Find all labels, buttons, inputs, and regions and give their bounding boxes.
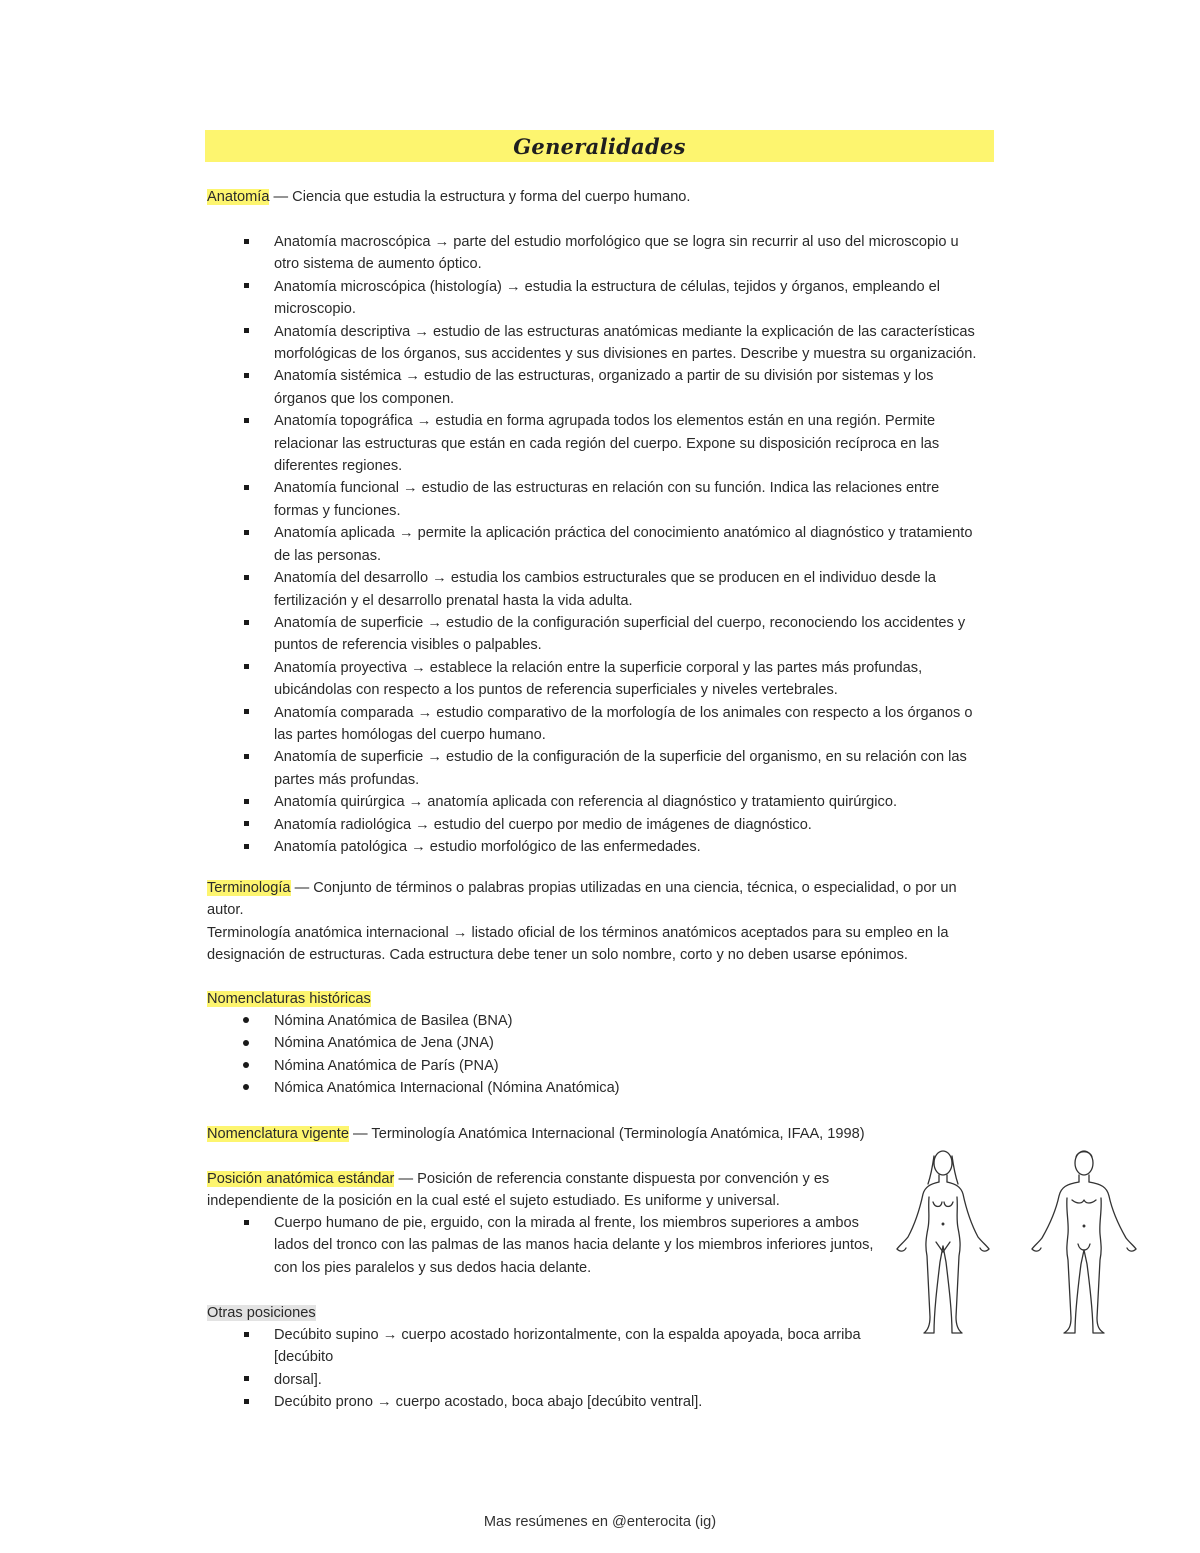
square-bullet-icon xyxy=(241,746,251,768)
list-item: Anatomía microscópica (histología) → estudia la estructura de células, tejidos y órganos, empleando el microscopio. xyxy=(207,276,982,321)
square-bullet-icon xyxy=(241,410,251,432)
list-item: Anatomía radiológica → estudio del cuerpo por medio de imágenes de diagnóstico. xyxy=(207,814,982,836)
square-bullet-icon xyxy=(241,231,251,253)
terminologia-international: Terminología anatómica internacional → listado oficial de los términos anatómicos aceptados para su empleo en la designación de estructuras. Cada estructura debe tener un solo nombre, corto y no deben usarse epónimos. xyxy=(207,924,949,964)
square-bullet-icon xyxy=(241,276,251,298)
square-bullet-icon xyxy=(241,1369,251,1391)
list-item: Anatomía aplicada → permite la aplicación práctica del conocimiento anatómico al diagnóstico y tratamiento de las personas. xyxy=(207,522,982,567)
anatomy-types-list xyxy=(207,231,982,858)
female-figure-icon xyxy=(897,1151,989,1333)
list-item: Anatomía funcional → estudio de las estructuras en relación con su función. Indica las relaciones entre formas y funciones. xyxy=(207,477,982,522)
list-item: Decúbito supino → cuerpo acostado horizontalmente, con la espalda apoyada, boca arriba [decúbito xyxy=(207,1324,884,1369)
list-item: Anatomía macroscópica → parte del estudio morfológico que se logra sin recurrir al uso del microscopio u otro sistema de aumento óptico. xyxy=(207,231,982,276)
vigente-text: — Terminología Anatómica Internacional (Terminología Anatómica, IFAA, 1998) xyxy=(348,1126,865,1142)
posicion-definition xyxy=(207,1168,847,1213)
terminologia-section xyxy=(207,877,977,967)
list-item: Anatomía comparada → estudio comparativo de la morfología de los animales con respecto a los órganos o las partes homólogas del cuerpo humano. xyxy=(207,702,982,747)
square-bullet-icon xyxy=(241,567,251,589)
nomenclaturas-heading-row xyxy=(207,988,987,1010)
list-item: Nómina Anatómica de Jena (JNA) xyxy=(207,1032,982,1054)
otras-heading-row xyxy=(207,1302,987,1324)
vigente-term: Nomenclatura vigente xyxy=(207,1126,349,1142)
list-item: Decúbito prono → cuerpo acostado, boca abajo [decúbito ventral]. xyxy=(207,1391,884,1413)
nomenclaturas-heading: Nomenclaturas históricas xyxy=(207,991,371,1007)
vigente-definition xyxy=(207,1123,987,1145)
square-bullet-icon xyxy=(241,836,251,858)
title-banner xyxy=(205,130,994,162)
round-bullet-icon xyxy=(241,1055,251,1077)
list-item: Nómina Anatómica de Basilea (BNA) xyxy=(207,1010,982,1032)
terminologia-definition xyxy=(207,877,977,922)
posicion-list xyxy=(207,1212,884,1279)
otras-list xyxy=(207,1324,884,1414)
anatomia-term: Anatomía xyxy=(207,189,270,205)
square-bullet-icon xyxy=(241,321,251,343)
square-bullet-icon xyxy=(241,657,251,679)
square-bullet-icon xyxy=(241,522,251,544)
square-bullet-icon xyxy=(241,365,251,387)
footer-credit: Mas resúmenes en @enterocita (ig) xyxy=(483,1514,717,1530)
posicion-text: — Posición de referencia constante dispuesta por convención y es independiente de la posición en la cual esté el sujeto estudiado. Es uniforme y universal. xyxy=(207,1171,830,1210)
otras-heading: Otras posiciones xyxy=(207,1305,316,1321)
square-bullet-icon xyxy=(241,702,251,724)
list-item: Anatomía patológica → estudio morfológico de las enfermedades. xyxy=(207,836,982,858)
round-bullet-icon xyxy=(241,1010,251,1032)
list-item: Anatomía topográfica → estudia en forma agrupada todos los elementos están en una región. Permite relacionar las estructuras que están en cada región del cuerpo. Expone su disposición recíproca en las diferentes regiones. xyxy=(207,410,982,477)
terminologia-text: — Conjunto de términos o palabras propias utilizadas en una ciencia, técnica, o especialidad, o por un autor. xyxy=(207,880,957,919)
round-bullet-icon xyxy=(241,1077,251,1099)
anatomia-text: — Ciencia que estudia la estructura y forma del cuerpo humano. xyxy=(269,189,691,205)
nomenclaturas-list xyxy=(207,1010,982,1100)
round-bullet-icon xyxy=(241,1032,251,1054)
square-bullet-icon xyxy=(241,1391,251,1413)
page-title: Generalidades xyxy=(513,133,686,159)
list-item: dorsal]. xyxy=(207,1369,884,1391)
list-item: Anatomía del desarrollo → estudia los cambios estructurales que se producen en el individuo desde la fertilización y el desarrollo prenatal hasta la vida adulta. xyxy=(207,567,982,612)
square-bullet-icon xyxy=(241,791,251,813)
square-bullet-icon xyxy=(241,814,251,836)
list-item: Nómica Anatómica Internacional (Nómina Anatómica) xyxy=(207,1077,982,1099)
square-bullet-icon xyxy=(241,612,251,634)
list-item: Anatomía sistémica → estudio de las estructuras, organizado a partir de su división por sistemas y los órganos que los componen. xyxy=(207,365,982,410)
posicion-term: Posición anatómica estándar xyxy=(207,1171,395,1187)
square-bullet-icon xyxy=(241,477,251,499)
list-item: Anatomía de superficie → estudio de la configuración de la superficie del organismo, en su relación con las partes más profundas. xyxy=(207,746,982,791)
anatomical-position-figures xyxy=(892,1142,1142,1337)
list-item: Anatomía descriptiva → estudio de las estructuras anatómicas mediante la explicación de las características morfológicas de los órganos, sus accidentes y sus divisiones en partes. Describe y muestra su organización. xyxy=(207,321,982,366)
list-item: Anatomía proyectiva → establece la relación entre la superficie corporal y las partes más profundas, ubicándolas con respecto a los puntos de referencia superficiales y niveles vertebrales. xyxy=(207,657,982,702)
list-item: Nómina Anatómica de París (PNA) xyxy=(207,1055,982,1077)
square-bullet-icon xyxy=(241,1324,251,1346)
list-item: Anatomía de superficie → estudio de la configuración superficial del cuerpo, reconociendo los accidentes y puntos de referencia visibles o palpables. xyxy=(207,612,982,657)
terminologia-term: Terminología xyxy=(207,880,291,896)
square-bullet-icon xyxy=(241,1212,251,1234)
list-item: Anatomía quirúrgica → anatomía aplicada con referencia al diagnóstico y tratamiento quirúrgico. xyxy=(207,791,982,813)
list-item: Cuerpo humano de pie, erguido, con la mirada al frente, los miembros superiores a ambos lados del tronco con las palmas de las manos hacia delante y los miembros inferiores juntos, con los pies paralelos y sus dedos hacia delante. xyxy=(207,1212,884,1279)
anatomia-definition xyxy=(207,186,987,208)
male-figure-icon xyxy=(1032,1151,1136,1333)
